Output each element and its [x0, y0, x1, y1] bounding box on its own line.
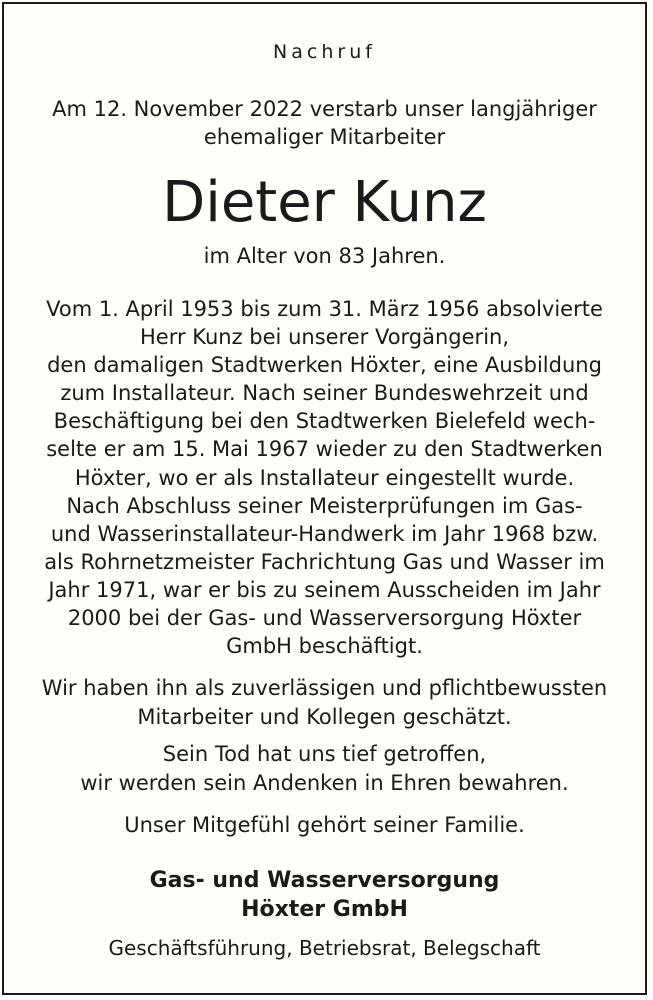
company-name-line: Höxter GmbH — [241, 897, 408, 922]
sympathy-line: Unser Mitgefühl gehört seiner Familie. — [124, 813, 525, 837]
biography-line: selte er am 15. Mai 1967 wieder zu den Stadtwerken — [46, 437, 603, 462]
departments-line: Geschäftsführung, Betriebsrat, Belegschaft — [108, 936, 541, 960]
biography-line: Beschäftigung bei den Stadtwerken Bielefeld wech- — [53, 409, 596, 434]
appreciation-paragraph — [4, 674, 645, 732]
biography-line: Vom 1. April 1953 bis zum 31. März 1956 absolvierte — [46, 297, 603, 321]
age-line: im Alter von 83 Jahren. — [203, 244, 446, 268]
biography-line: Jahr 1971, war er bis zu seinem Ausscheiden im Jahr — [48, 577, 601, 602]
condolence-line: wir werden sein Andenken in Ehren bewahren. — [80, 771, 569, 795]
biography-line: Herr Kunz bei unserer Vorgängerin, — [139, 325, 510, 350]
biography-line: Nach Abschluss seiner Meisterprüfungen im Gas- — [66, 493, 583, 518]
biography-line: als Rohrnetzmeister Fachrichtung Gas und Wasser im — [44, 549, 605, 574]
biography-paragraph — [4, 295, 645, 660]
company-name — [4, 866, 645, 924]
biography-line: 2000 bei der Gas- und Wasserversorgung Höxter — [67, 606, 582, 631]
intro-line: ehemaliger Mitarbeiter — [203, 125, 446, 149]
biography-line: GmbH beschäftigt. — [226, 634, 423, 659]
condolence-paragraph — [4, 740, 645, 798]
intro-line: Am 12. November 2022 verstarb unser langjähriger — [52, 97, 597, 121]
company-name-line: Gas- und Wasserversorgung — [149, 868, 500, 893]
deceased-name: Dieter Kunz — [162, 170, 487, 235]
appreciation-line: Wir haben ihn als zuverlässigen und pflichtbewussten — [41, 676, 608, 700]
condolence-line: Sein Tod hat uns tief getroffen, — [162, 742, 487, 766]
appreciation-line: Mitarbeiter und Kollegen geschätzt. — [137, 705, 512, 729]
biography-line: Höxter, wo er als Installateur eingestellt wurde. — [74, 465, 575, 490]
biography-line: und Wasserinstallateur-Handwerk im Jahr 1968 bzw. — [50, 521, 599, 546]
biography-line: zum Installateur. Nach seiner Bundeswehrzeit und — [60, 381, 589, 406]
notice-heading: Nachruf — [273, 41, 376, 63]
intro-paragraph — [4, 95, 645, 151]
biography-line: den damaligen Stadtwerken Höxter, eine Ausbildung — [47, 353, 602, 378]
obituary-notice — [2, 2, 647, 995]
